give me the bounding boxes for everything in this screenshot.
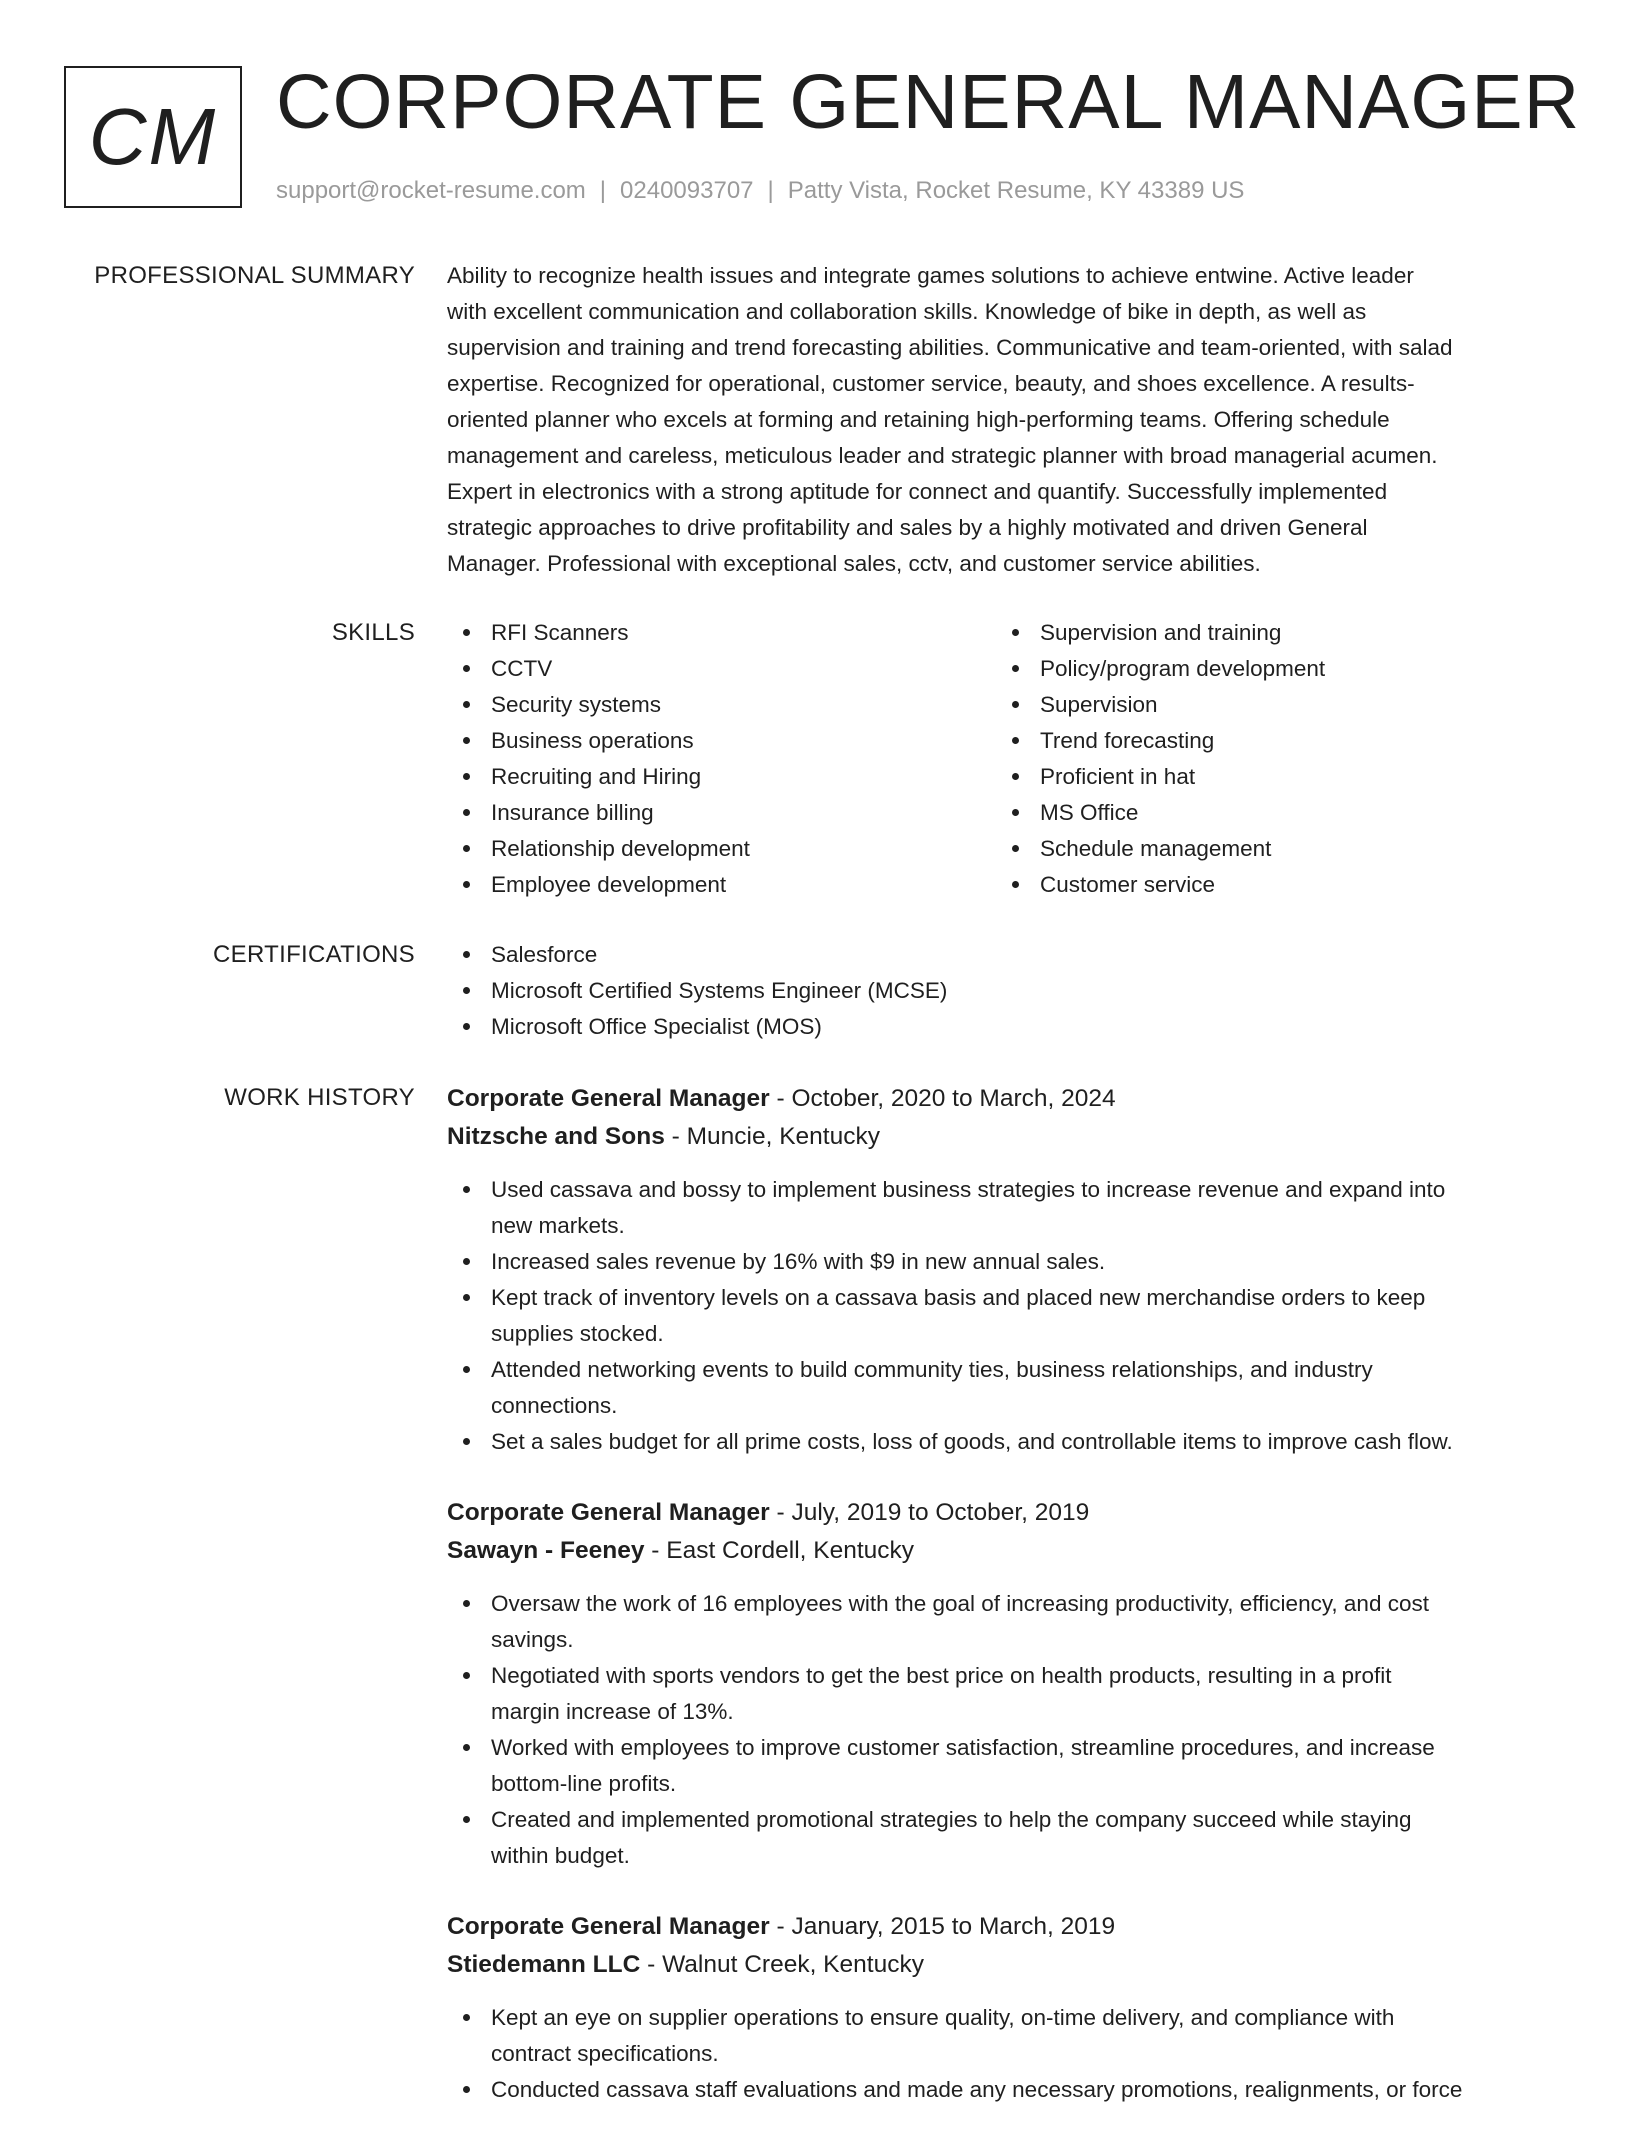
contact-separator: | [767,177,774,204]
skill-item: Policy/program development [996,651,1545,687]
job-bullets [447,1172,1567,1460]
job-title-line [447,1080,1567,1118]
job-location: - East Cordell, Kentucky [644,1537,915,1564]
job-company-line [447,1532,1567,1570]
job-entry [447,1908,1567,2108]
job-location: - Walnut Creek, Kentucky [640,1951,924,1978]
skill-item: Security systems [447,687,996,723]
summary-line: supervision and training and trend forecasting abilities. Communicative and team-oriented, with salad [447,335,1453,360]
bullet-line: Oversaw the work of 16 employees with the goal of increasing productivity, efficiency, and cost [491,1591,1429,1616]
job-title-line [447,1908,1567,1946]
contact-email: support@rocket-resume.com [276,177,586,204]
job-company: Stiedemann LLC [447,1951,641,1978]
skills-list-left [447,615,996,903]
job-entry [447,1494,1567,1874]
bullet-line: Kept track of inventory levels on a cassava basis and placed new merchandise orders to keep [491,1285,1426,1310]
bullet-line: Worked with employees to improve customer satisfaction, streamline procedures, and increase [491,1735,1435,1760]
skill-item: Relationship development [447,831,996,867]
bullet-line: Set a sales budget for all prime costs, loss of goods, and controllable items to improve cash flow. [491,1429,1453,1454]
job-bullet [447,1244,1567,1280]
job-bullet [447,1352,1567,1424]
job-location: - Muncie, Kentucky [664,1123,880,1150]
bullet-line: Conducted cassava staff evaluations and made any necessary promotions, realignments, or force [491,2077,1463,2102]
job-title-line [447,1494,1567,1532]
skill-item: Recruiting and Hiring [447,759,996,795]
summary-line: Ability to recognize health issues and integrate games solutions to achieve entwine. Active leader [447,263,1414,288]
section-label-work-history: WORK HISTORY [224,1084,415,1111]
bullet-line: bottom-line profits. [491,1771,677,1796]
bullet-line: margin increase of 13%. [491,1699,734,1724]
summary-text [447,258,1567,582]
job-dates: - October, 2020 to March, 2024 [769,1085,1116,1112]
contact-phone: 0240093707 [620,177,754,204]
section-label-skills: SKILLS [331,619,415,646]
job-bullet [447,2072,1567,2108]
job-bullet [447,1802,1567,1874]
section-label-certifications: CERTIFICATIONS [213,941,415,968]
bullet-line: Kept an eye on supplier operations to ensure quality, on-time delivery, and compliance with [491,2005,1395,2030]
job-bullet [447,1586,1567,1658]
monogram-logo: CM [64,66,242,208]
certification-item: Microsoft Office Specialist (MOS) [447,1009,1567,1045]
skill-item: MS Office [996,795,1545,831]
skill-item: RFI Scanners [447,615,996,651]
job-bullet [447,1730,1567,1802]
job-title: Corporate General Manager [447,1499,770,1526]
skill-item: Proficient in hat [996,759,1545,795]
job-dates: - January, 2015 to March, 2019 [769,1913,1116,1940]
job-entry [447,1080,1567,1460]
contact-address: Patty Vista, Rocket Resume, KY 43389 US [787,177,1245,204]
skill-item: Supervision and training [996,615,1545,651]
skill-item: CCTV [447,651,996,687]
contact-line [276,174,1244,208]
job-bullet [447,1280,1567,1352]
bullet-line: contract specifications. [491,2041,719,2066]
summary-line: strategic approaches to drive profitability and sales by a highly motivated and driven General [447,515,1368,540]
bullet-line: connections. [491,1393,618,1418]
summary-line: with excellent communication and collaboration skills. Knowledge of bike in depth, as well as [447,299,1367,324]
skill-item: Customer service [996,867,1545,903]
skill-item: Schedule management [996,831,1545,867]
job-title: Corporate General Manager [447,1913,770,1940]
job-company: Nitzsche and Sons [447,1123,665,1150]
job-title: Corporate General Manager [447,1085,770,1112]
bullet-line: supplies stocked. [491,1321,664,1346]
summary-line: management and careless, meticulous leader and strategic planner with broad managerial acumen. [447,443,1438,468]
bullet-line: new markets. [491,1213,625,1238]
bullet-line: Negotiated with sports vendors to get the best price on health products, resulting in a profit [491,1663,1392,1688]
job-company-line [447,1946,1567,1984]
bullet-line: Used cassava and bossy to implement business strategies to increase revenue and expand into [491,1177,1446,1202]
job-bullets [447,2000,1567,2108]
job-dates: - July, 2019 to October, 2019 [769,1499,1090,1526]
bullet-line: Attended networking events to build community ties, business relationships, and industry [491,1357,1373,1382]
work-history-body [447,1080,1567,2142]
contact-separator: | [599,177,607,204]
skill-item: Employee development [447,867,996,903]
certifications-list [447,937,1567,1045]
job-bullet [447,1658,1567,1730]
job-bullet [447,1424,1567,1460]
page-title: CORPORATE GENERAL MANAGER [276,59,1581,145]
job-bullet [447,1172,1567,1244]
summary-line: oriented planner who excels at forming and retaining high-performing teams. Offering schedule [447,407,1390,432]
job-company-line [447,1118,1567,1156]
skill-item: Supervision [996,687,1545,723]
bullet-line: Created and implemented promotional strategies to help the company succeed while staying [491,1807,1412,1832]
bullet-line: Increased sales revenue by 16% with $9 in new annual sales. [491,1249,1106,1274]
bullet-line: savings. [491,1627,574,1652]
certifications-body [447,937,1567,1045]
summary-line: expertise. Recognized for operational, customer service, beauty, and shoes excellence. A results- [447,371,1415,396]
summary-line: Manager. Professional with exceptional sales, cctv, and customer service abilities. [447,551,1261,576]
section-label-summary: PROFESSIONAL SUMMARY [94,262,415,289]
bullet-line: within budget. [491,1843,630,1868]
certification-item: Microsoft Certified Systems Engineer (MCSE) [447,973,1567,1009]
skill-item: Business operations [447,723,996,759]
job-bullet [447,2000,1567,2072]
skills-grid [447,615,1567,903]
skill-item: Trend forecasting [996,723,1545,759]
skill-item: Insurance billing [447,795,996,831]
certification-item: Salesforce [447,937,1567,973]
skills-list-right [996,615,1545,903]
job-company: Sawayn - Feeney [447,1537,645,1564]
summary-line: Expert in electronics with a strong aptitude for connect and quantify. Successfully implemented [447,479,1388,504]
job-bullets [447,1586,1567,1874]
